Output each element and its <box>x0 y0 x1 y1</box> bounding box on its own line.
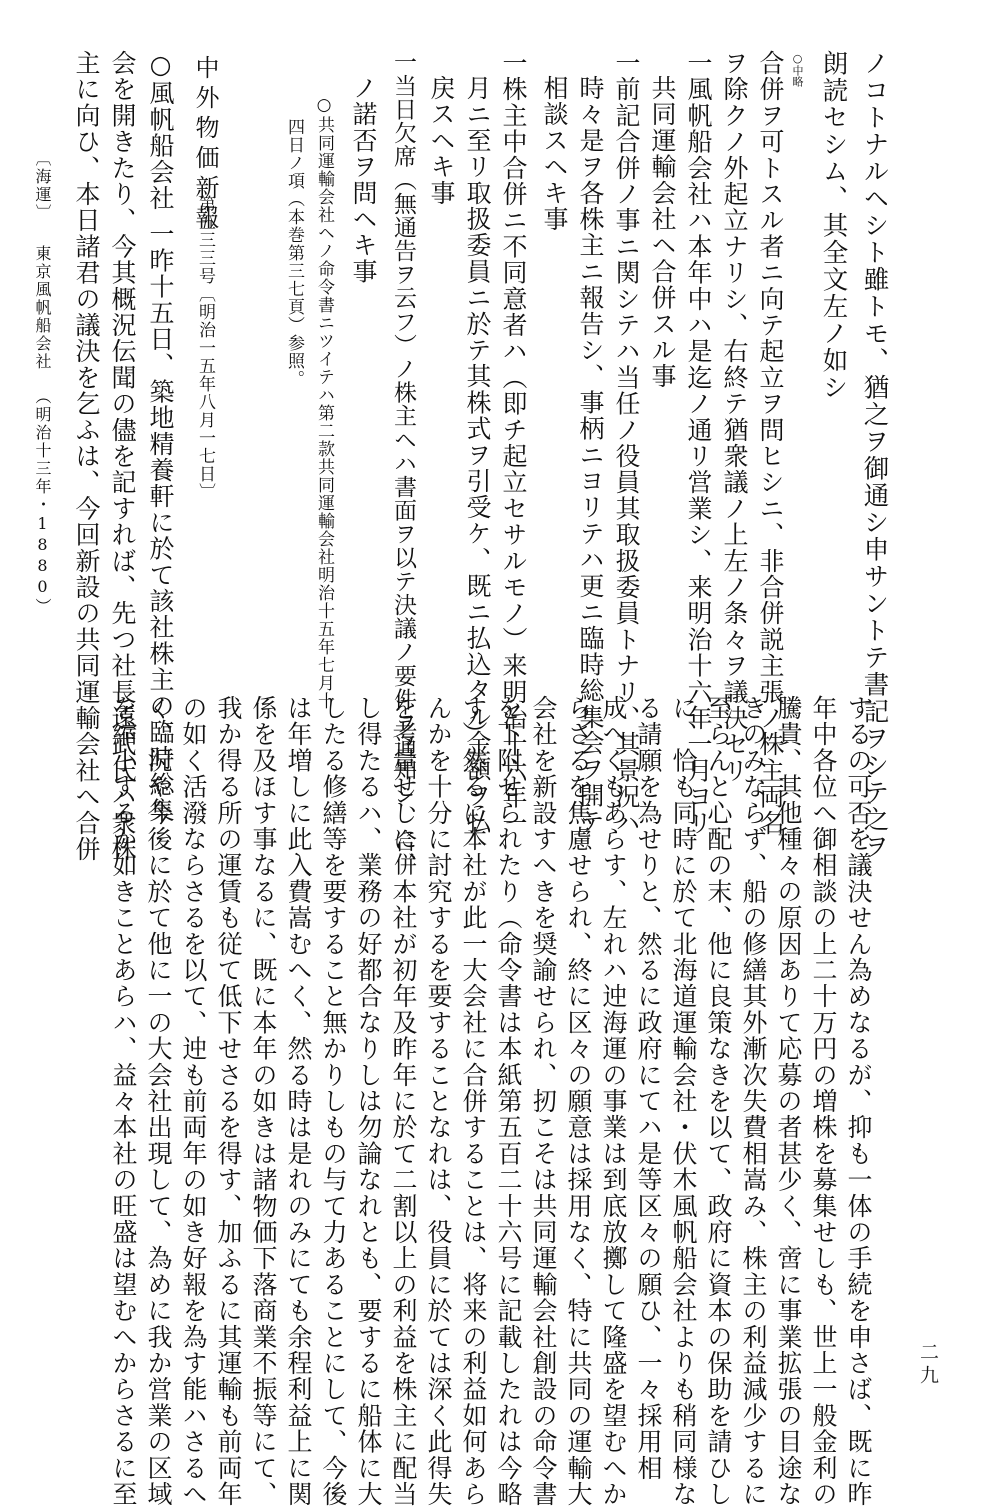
omission-mark: ○中略 <box>791 52 804 87</box>
body-line-20: の如く活潑ならさるを以て、迚も前両年の如き好報を為す能ハさるへ <box>179 695 208 1507</box>
body-line-15: し得たるハ、業務の好都合なりしは勿論なれとも、要するに船体に大 <box>354 695 383 1507</box>
body-line-8: 成へくもあらす、左れハ迚海運の事業は到底放擲して隆盛を望むへか <box>599 695 628 1507</box>
article-line-2: 会を開きたり、今其概況伝聞の儘を記すれば、先つ社長遠武氏ハ衆株 <box>108 50 137 863</box>
newspaper-title: 中外物価新報 <box>191 55 219 235</box>
footer-category: 〔海運〕 <box>33 150 52 222</box>
note-line-2: 四日ノ項（本巻第三七頁）参照。 <box>284 118 304 388</box>
resolution-line-10: 戻スヘキ事 <box>427 75 456 206</box>
resolution-line-1: 合併ヲ可トスル者ニ向テ起立ヲ問ヒシニ、非合併説主張ノ株主両名 <box>756 50 785 836</box>
resolution-line-6: 時々是ヲ各株主ニ報告シ、事柄ニヨリテハ更ニ臨時総集会ヲ開テ <box>576 75 605 835</box>
body-line-13: んかを十分に討究するを要することなれは、役員に於ては深く此得失 <box>424 695 453 1507</box>
resolution-line-7: 相談スヘキ事 <box>540 75 569 233</box>
intro-line-1: ノコトナルヘシト雖トモ、猶之ヲ御通シ申サントテ書記ヲシテ之ヲ <box>859 50 890 860</box>
intro-line-2: 朗読セシム、其全文左ノ如シ <box>818 50 849 401</box>
resolution-line-9: 月ニ至リ取扱委員ニ於テ其株式ヲ引受ケ、既ニ払込タル金額ヲ払 <box>463 75 492 835</box>
body-line-7: る請願を為せりと、然るに政府にてハ是等区々の願ひ、一々採用相 <box>634 695 663 1481</box>
resolution-line-2: ヲ除クノ外起立ナリシ、右終テ猶衆議ノ上左ノ条々ヲ議決セリ <box>720 50 749 784</box>
body-line-16: したる修繕等を要すること無かりしもの与て力あることにして、今後 <box>319 695 348 1507</box>
resolution-line-8: 一株主中合併ニ不同意者ハ（即チ起立セサルモノ）来明治十六年一 <box>499 50 528 836</box>
footer-era: （明治十三年・1880） <box>33 388 52 616</box>
newspaper-issue: 第五三三号〔明治一五年八月一七日〕 <box>195 195 215 501</box>
resolution-line-4: 共同運輸会社ヘ合併スル事 <box>648 75 677 390</box>
body-line-6: に、恰も同時に於て北海道運輸会社・伏木風帆船会社よりも稍同様な <box>669 695 698 1507</box>
body-line-12: す）然るに本社が此一大会社に合併することは、将来の利益如何あら <box>459 695 488 1507</box>
body-line-14: を考量せしに、本社が初年及昨年に於て二割以上の利益を株主に配当 <box>389 695 418 1507</box>
resolution-line-5: 一前記合併ノ事ニ関シテハ当任ノ役員其取扱委員トナリ、其景況ハ <box>612 50 641 836</box>
body-line-21: く、況や今後に於て他に一の大会社出現して、為めに我か営業の区域 <box>144 695 173 1507</box>
article-line-1: 一昨十五日、築地精養軒に於て該社株主の臨時総集 <box>146 195 175 824</box>
page-number: 二九 <box>917 1342 939 1388</box>
footer-company: 東京風帆船会社 <box>33 245 52 371</box>
body-line-11: を下附せられたり（命令書は本紙第五百二十六号に記載したれは今略 <box>494 695 523 1507</box>
body-line-19: 我か得る所の運賃も従て低下せさるを得す、加ふるに其運輸も前両年 <box>214 695 243 1507</box>
note-line-1: ○共同運輸会社ヘノ命令書ニツイテハ第二款共同運輸会社明治十五年七月十 <box>314 95 334 710</box>
body-line-3: 騰貴、其他種々の原因ありて応募の者甚少く、啻に事業拡張の目途な <box>774 695 803 1507</box>
article-line-3: 主に向ひ、本日諸君の議決を乞ふは、今回新設の共同運輸会社へ合併 <box>72 50 101 863</box>
body-line-18: 係を及ほす事なるに、既に本年の如きは諸物価下落商業不振等にて、 <box>249 695 278 1507</box>
body-line-2: 年中各位へ御相談の上二十万円の増株を募集せしも、世上一般金利の <box>809 695 838 1507</box>
body-line-22: を縮小するか如きことあらハ、益々本社の旺盛は望むへからさるに至 <box>109 695 138 1507</box>
body-line-1: するの可否を議決せん為めなるが、抑も一体の手続を申さば、既に昨 <box>844 695 873 1507</box>
article-heading: ○風帆船会社 <box>146 50 175 212</box>
body-line-5: 至らんと心配の末、他に良策なきを以て、政府に資本の保助を請ひし <box>704 695 733 1507</box>
resolution-line-3: 一風帆船会社ハ本年中ハ是迄ノ通リ営業シ、来明治十六年一月ヨリ <box>684 50 713 836</box>
body-line-4: きのみならず、船の修繕其外漸次失費相嵩み、株主の利益減少するに <box>739 695 768 1507</box>
body-line-9: らさるを焦慮せられ、終に区々の願意は採用なく、特に共同の運輸大 <box>564 695 593 1507</box>
resolution-line-12: ノ諾否ヲ問ヘキ事 <box>349 75 378 285</box>
resolution-line-11: 一当日欠席（無通告ヲ云フ）ノ株主ヘハ書面ヲ以テ決議ノ要件ヲ通知シ、合併 <box>390 50 416 876</box>
body-line-10: 会社を新設すへきを奨諭せられ、扨こそは共同運輸会社創設の命令書 <box>529 695 558 1507</box>
body-line-17: は年増しに此入費嵩むへく、然る時は是れのみにても余程利益上に関 <box>284 695 313 1507</box>
